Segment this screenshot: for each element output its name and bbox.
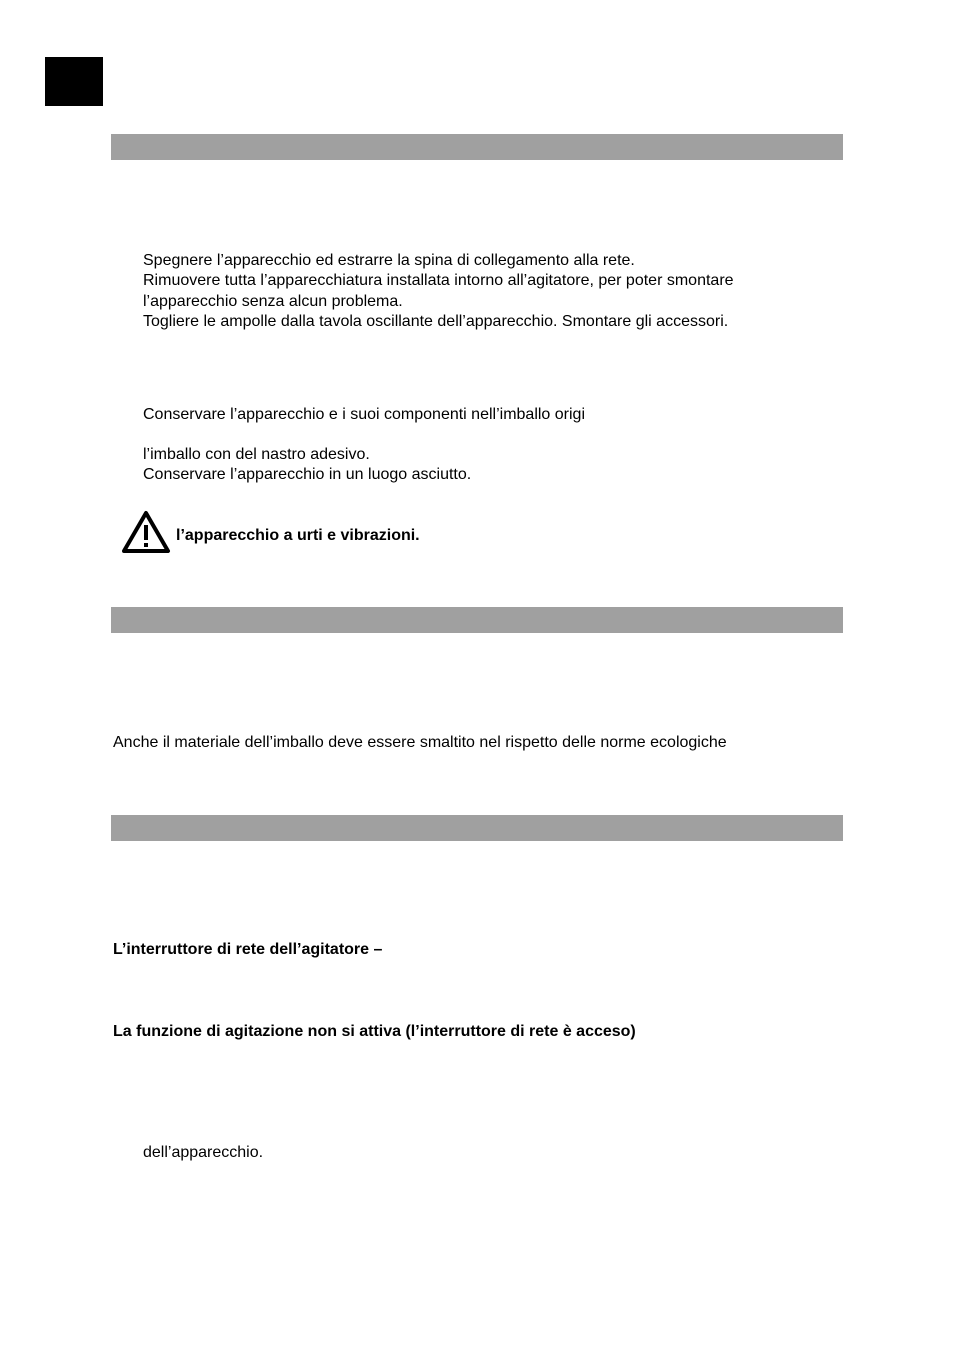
preparation-line-3: l’apparecchio senza alcun problema. bbox=[143, 293, 403, 310]
section-header-bar-1 bbox=[111, 134, 843, 160]
storage-line-2: l’imballo con del nastro adesivo. bbox=[143, 446, 370, 463]
preparation-line-1: Spegnere l’apparecchio ed estrarre la spina di collegamento alla rete. bbox=[143, 252, 635, 269]
disposal-text: Anche il materiale dell’imballo deve essere smaltito nel rispetto delle norme ecologiche bbox=[113, 734, 727, 751]
section-header-bar-3 bbox=[111, 815, 843, 841]
language-tab-block bbox=[45, 57, 103, 106]
troubleshooting-heading-1: L’interruttore di rete dell’agitatore – bbox=[113, 941, 383, 958]
preparation-line-4: Togliere le ampolle dalla tavola oscillante dell’apparecchio. Smontare gli accessori. bbox=[143, 313, 729, 330]
storage-line-3: Conservare l’apparecchio in un luogo asciutto. bbox=[143, 466, 472, 483]
preparation-line-2: Rimuovere tutta l’apparecchiatura installata intorno all’agitatore, per poter smontare bbox=[143, 272, 734, 289]
storage-line-1: Conservare l’apparecchio e i suoi componenti nell’imballo origi bbox=[143, 406, 586, 423]
troubleshooting-heading-2: La funzione di agitazione non si attiva (l’interruttore di rete è acceso) bbox=[113, 1023, 636, 1040]
section-header-bar-2 bbox=[111, 607, 843, 633]
warning-text: l’apparecchio a urti e vibrazioni. bbox=[176, 527, 420, 544]
warning-triangle-icon bbox=[121, 510, 171, 554]
troubleshooting-text-1: dell’apparecchio. bbox=[143, 1144, 264, 1161]
